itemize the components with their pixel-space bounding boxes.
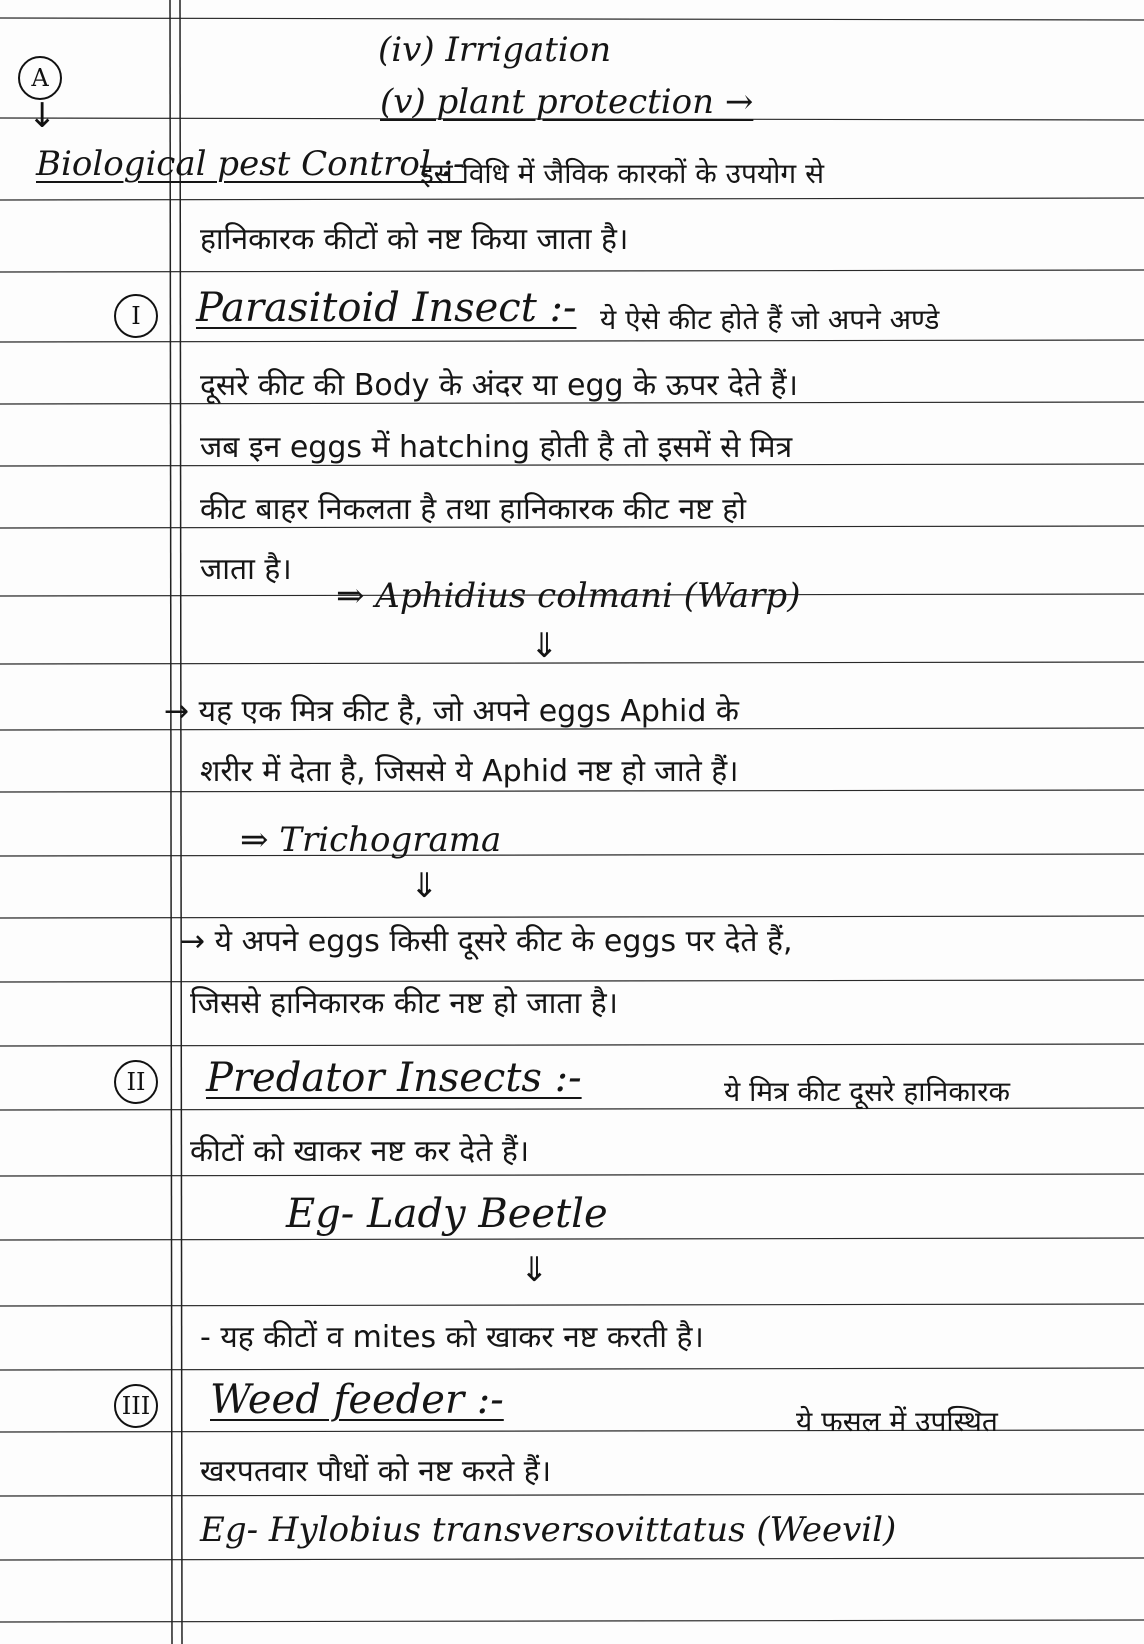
lady-beetle-desc: - यह कीटों व mites को खाकर नष्ट करती है। [200,1320,704,1355]
predator-insects-heading: Predator Insects :- [206,1055,582,1101]
point-number-1: I [114,294,158,338]
aphidius-desc-line1: → यह एक मित्र कीट है, जो अपने eggs Aphid के [164,694,739,729]
biological-pest-control-heading: Biological pest Control :- [36,144,465,184]
irrigation-line: (iv) Irrigation [378,30,612,70]
weevil-example: Eg- Hylobius transversovittatus (Weevil) [200,1510,897,1550]
bio-control-line2: हानिकारक कीटों को नष्ट किया जाता है। [200,222,629,257]
lady-beetle-down-arrow-icon: ⇓ [520,1250,549,1290]
parasitoid-line2: दूसरे कीट की Body के अंदर या egg के ऊपर देते हैं। [200,368,798,403]
parasitoid-line3: जब इन eggs में hatching होती है तो इसमें से मित्र [200,430,793,465]
trichogramma-example: ⇒ Trichograma [240,820,502,860]
weed-feeder-heading: Weed feeder :- [210,1377,504,1423]
lady-beetle-example: Eg- Lady Beetle [286,1191,608,1237]
trichogramma-desc-line1: → ये अपने eggs किसी दूसरे कीट के eggs पर देते हैं, [180,924,793,959]
parasitoid-line4: कीट बाहर निकलता है तथा हानिकारक कीट नष्ट हो [200,492,746,527]
trichogramma-down-arrow-icon: ⇓ [410,866,439,906]
weed-line1: ये फसल में उपस्थित [796,1405,998,1438]
weed-line2: खरपतवार पौधों को नष्ट करते हैं। [200,1454,552,1489]
trichogramma-desc-line2: जिससे हानिकारक कीट नष्ट हो जाता है। [190,986,619,1021]
point-number-3: III [114,1384,158,1428]
predator-line2: कीटों को खाकर नष्ट कर देते हैं। [190,1134,530,1169]
aphidius-example: ⇒ Aphidius colmani (Warp) [336,576,801,616]
point-number-2: II [114,1060,158,1104]
parasitoid-line5: जाता है। [200,552,292,587]
parasitoid-insect-heading: Parasitoid Insect :- [196,285,577,331]
down-arrow-icon: ↓ [28,96,57,136]
section-marker-a: A [18,56,62,100]
aphidius-desc-line2: शरीर में देता है, जिससे ये Aphid नष्ट हो जाते हैं। [200,754,739,789]
parasitoid-line1: ये ऐसे कीट होते हैं जो अपने अण्डे [600,303,940,336]
plant-protection-line: (v) plant protection → [380,82,754,122]
aphidius-down-arrow-icon: ⇓ [530,626,559,666]
bio-control-line1: इस विधि में जैविक कारकों के उपयोग से [420,157,825,190]
predator-line1: ये मित्र कीट दूसरे हानिकारक [724,1075,1011,1108]
